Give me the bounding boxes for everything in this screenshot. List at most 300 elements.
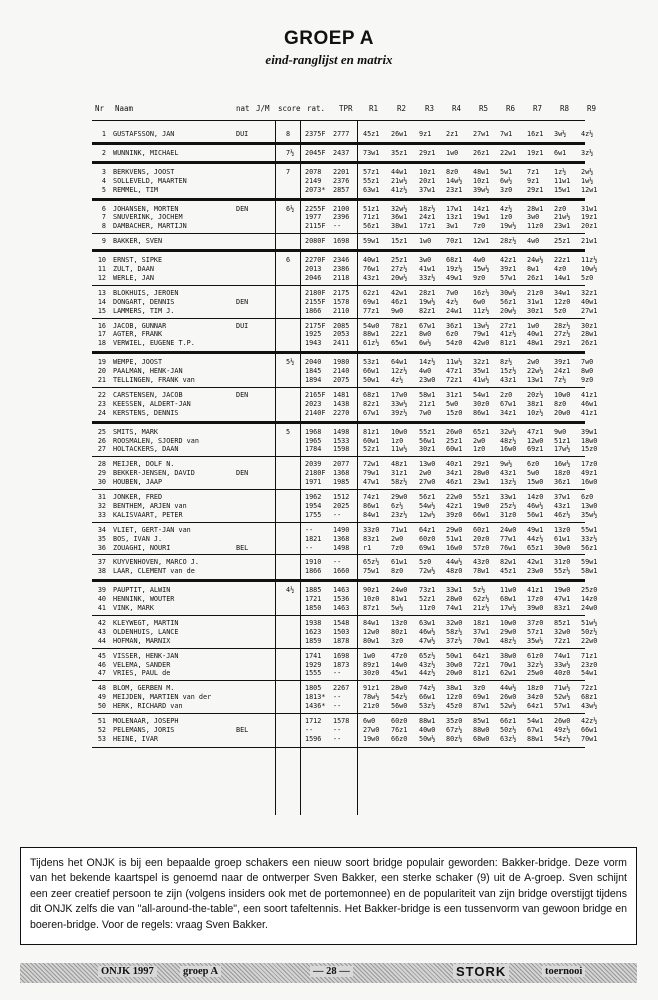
round-result: 7w0 <box>581 358 594 367</box>
round-result: 27z1 <box>500 321 517 330</box>
round-result: 46w½ <box>527 501 544 510</box>
player-tpr: 1578 <box>333 717 350 725</box>
player-tpr: 1498 <box>333 427 350 436</box>
round-result: 42w0 <box>473 339 490 348</box>
round-result: 84w1 <box>363 510 380 519</box>
rank-number: 21 <box>97 376 106 384</box>
row-divider <box>92 387 585 388</box>
round-result: 69w1 <box>419 543 436 552</box>
round-result: 39w0 <box>527 604 544 612</box>
round-result: 48z0 <box>446 567 463 576</box>
round-result: 6w1 <box>554 148 567 157</box>
rank-number: 15 <box>97 306 106 315</box>
row-divider <box>92 522 585 523</box>
round-result: 34w1 <box>554 288 571 297</box>
round-result: 54w1 <box>581 669 598 678</box>
round-result: 29z1 <box>554 339 571 348</box>
round-result: 66w1 <box>473 510 490 519</box>
player-name: BOS, IVAN J. <box>113 534 163 543</box>
round-result: 65w1 <box>391 339 408 348</box>
round-result: 39z½ <box>391 408 408 417</box>
round-result: 33z½ <box>581 534 598 543</box>
round-result: 56z1 <box>581 543 598 552</box>
round-result: 29w0 <box>391 493 408 501</box>
round-result: 7z0 <box>473 222 486 231</box>
player-tpr: 2346 <box>333 256 350 265</box>
round-result: 13w0 <box>581 501 598 510</box>
round-result: 51z1 <box>363 204 380 213</box>
round-result: 4w0 <box>527 237 540 246</box>
round-result: 30z0 <box>363 669 380 678</box>
round-result: 43z1 <box>363 273 380 282</box>
round-result: 18w0 <box>581 436 598 445</box>
round-result: 19w½ <box>419 297 436 306</box>
round-result: 10w0 <box>554 390 571 399</box>
round-result: 24w1 <box>446 306 463 315</box>
round-result: 32z1 <box>473 358 490 367</box>
round-result: 21z0 <box>363 702 380 711</box>
round-result: 31z0 <box>500 510 517 519</box>
round-result: 39w½ <box>473 185 490 194</box>
player-tpr: 1533 <box>333 436 350 445</box>
round-result: 5z½ <box>473 586 486 595</box>
round-result: 6w½ <box>500 176 513 185</box>
rank-number: 42 <box>97 618 106 627</box>
round-result: 8w0 <box>581 367 594 376</box>
round-result: 31w1 <box>527 297 544 306</box>
round-result: 66w1 <box>419 693 436 702</box>
player-rating: -- <box>305 725 314 734</box>
round-result: 21w1 <box>581 237 598 246</box>
player-rating: 1850 <box>305 604 322 612</box>
column-divider <box>300 120 301 815</box>
player-tpr: -- <box>333 734 342 743</box>
player-name: VLIET, GERT-JAN van <box>113 525 191 534</box>
player-rating: 1977 <box>305 213 322 222</box>
round-result: 88w1 <box>527 734 544 743</box>
round-result: 5z0 <box>581 273 594 282</box>
player-tpr: 2396 <box>333 213 350 222</box>
round-result: 46w½ <box>419 627 436 636</box>
player-name: ZULT, DAAN <box>113 265 154 273</box>
player-tpr: 1512 <box>333 493 350 501</box>
group-score: 8 <box>286 130 291 138</box>
round-result: 44w½ <box>446 558 463 567</box>
player-name: VELEMA, SANDER <box>113 660 171 669</box>
player-tpr: 2140 <box>333 367 350 376</box>
round-result: 24z1 <box>554 367 571 376</box>
player-name: PAALMAN, HENK-JAN <box>113 367 183 376</box>
round-result: 28w1 <box>581 330 598 339</box>
round-result: 55z1 <box>363 176 380 185</box>
note-box <box>20 847 637 945</box>
round-result: 1w½ <box>581 176 594 185</box>
player-tpr: 2411 <box>333 339 350 348</box>
round-result: 43z1 <box>554 501 571 510</box>
round-result: 22w0 <box>446 493 463 501</box>
round-result: 90z1 <box>363 586 380 595</box>
round-result: 43w½ <box>581 702 598 711</box>
round-result: 1z0 <box>500 213 513 222</box>
player-name: PAUPTIT, ALWIN <box>113 586 171 595</box>
player-name: HOLTACKERS, DAAN <box>113 445 179 454</box>
round-result: 21z0 <box>527 288 544 297</box>
round-result: 6w0 <box>363 717 376 725</box>
round-result: 14z0 <box>527 493 544 501</box>
player-tpr: 2053 <box>333 330 350 339</box>
round-result: 91z1 <box>363 684 380 693</box>
round-result: 28w0 <box>446 595 463 604</box>
round-result: 6z0 <box>527 460 540 469</box>
round-result: 66z1 <box>500 717 517 725</box>
round-result: 9z0 <box>581 376 594 384</box>
round-result: 28z½ <box>500 237 517 246</box>
round-result: 46z½ <box>554 510 571 519</box>
round-result: 61w1 <box>554 534 571 543</box>
round-result: 6w½ <box>419 339 432 348</box>
player-rating: 1971 <box>305 478 322 487</box>
player-name: ERNST, SIPKE <box>113 256 163 265</box>
round-result: 6z0 <box>446 330 459 339</box>
round-result: 68z1 <box>363 390 380 399</box>
round-result: 72z1 <box>554 636 571 645</box>
round-result: 3z0 <box>500 185 513 194</box>
round-result: 24z1 <box>419 213 436 222</box>
player-rating: 2255F <box>305 204 326 213</box>
round-result: 47w1 <box>554 595 571 604</box>
player-tpr: 2175 <box>333 288 350 297</box>
page-subtitle: eind-ranglijst en matrix <box>265 52 393 67</box>
round-result: 86w1 <box>363 501 380 510</box>
round-result: 3z0 <box>473 684 486 693</box>
round-result: 34z1 <box>500 408 517 417</box>
player-tpr: -- <box>333 669 342 678</box>
footer-group: groep A <box>180 966 221 977</box>
group-divider-thick <box>92 351 585 354</box>
round-result: 71w1 <box>391 525 408 534</box>
round-result: 74w1 <box>554 651 571 660</box>
round-result: 23w1 <box>554 222 571 231</box>
round-result: 24w0 <box>391 586 408 595</box>
round-result: 45z1 <box>363 130 380 138</box>
round-result: 14w0 <box>391 660 408 669</box>
round-result: 45w1 <box>391 669 408 678</box>
player-rating: 1962 <box>305 493 322 501</box>
round-result: 73w1 <box>363 148 380 157</box>
round-result: 16w0 <box>500 445 517 454</box>
round-result: 24w½ <box>527 256 544 265</box>
player-rating: 2078 <box>305 167 322 176</box>
round-result: 71w½ <box>554 684 571 693</box>
round-result: 20z0 <box>473 534 490 543</box>
round-result: 51w½ <box>581 618 598 627</box>
round-result: 17z0 <box>581 460 598 469</box>
player-name: HERK, RICHARD van <box>113 702 183 711</box>
round-result: 16w0 <box>446 543 463 552</box>
player-tpr: 2110 <box>333 306 350 315</box>
round-result: 25z1 <box>554 237 571 246</box>
round-result: 22w½ <box>527 367 544 376</box>
column-header-round: R7 <box>533 104 543 113</box>
round-result: 32z½ <box>527 660 544 669</box>
round-result: 35w1 <box>473 367 490 376</box>
group-score: 5 <box>286 427 291 436</box>
rank-number: 50 <box>97 702 106 711</box>
round-result: 19z1 <box>581 213 598 222</box>
round-result: 63z½ <box>500 734 517 743</box>
column-header-round: R8 <box>560 104 570 113</box>
rank-number: 2 <box>101 148 106 157</box>
player-name: HEINE, IVAR <box>113 734 159 743</box>
round-result: 25w0 <box>527 669 544 678</box>
round-result: 33w1 <box>500 493 517 501</box>
round-result: 27z½ <box>391 265 408 273</box>
player-rating: 1965 <box>305 436 322 445</box>
player-rating: 2180F <box>305 469 326 478</box>
round-result: 33z0 <box>363 525 380 534</box>
round-result: 11z0 <box>527 222 544 231</box>
round-result: 85w1 <box>473 717 490 725</box>
round-result: 5w0 <box>446 399 459 408</box>
round-result: 56z1 <box>419 493 436 501</box>
player-name: DAMBACHER, MARTIJN <box>113 222 187 231</box>
round-result: 30z1 <box>527 306 544 315</box>
footer-brand: STORK <box>453 964 509 979</box>
player-rating: 1784 <box>305 445 322 454</box>
round-result: 75w1 <box>363 567 380 576</box>
round-result: 5w0 <box>527 469 540 478</box>
rank-number: 5 <box>101 185 106 194</box>
round-result: 56w1 <box>527 510 544 519</box>
round-result: 29w0 <box>500 627 517 636</box>
rank-number: 11 <box>97 265 106 273</box>
round-result: 76w1 <box>500 543 517 552</box>
round-result: 70w1 <box>581 734 598 743</box>
player-rating: 1805 <box>305 684 322 693</box>
player-rating: 2046 <box>305 273 322 282</box>
round-result: 29z1 <box>527 185 544 194</box>
player-rating: -- <box>305 543 314 552</box>
player-name: TELLINGEN, FRANK van <box>113 376 195 384</box>
round-result: 11w½ <box>446 358 463 367</box>
round-result: 32w½ <box>500 427 517 436</box>
round-result: 23w1 <box>473 478 490 487</box>
player-tpr: 1498 <box>333 543 350 552</box>
round-result: 81z1 <box>363 427 380 436</box>
rank-number: 23 <box>97 399 106 408</box>
round-result: 48z½ <box>500 636 517 645</box>
round-result: 77z1 <box>363 306 380 315</box>
player-rating: 2270F <box>305 256 326 265</box>
round-result: 47z1 <box>446 367 463 376</box>
player-rating: 2149 <box>305 176 322 185</box>
player-tpr: 1463 <box>333 604 350 612</box>
round-result: 63w1 <box>363 185 380 194</box>
player-name: KUYVENHOVEN, MARCO J. <box>113 558 199 567</box>
round-result: 35z0 <box>446 717 463 725</box>
round-result: 26w1 <box>391 130 408 138</box>
row-divider <box>92 554 585 555</box>
group-score: 6 <box>286 256 291 265</box>
player-name: KLEYWEGT, MARTIN <box>113 618 179 627</box>
round-result: 19w1 <box>473 213 490 222</box>
player-tpr: 1698 <box>333 237 350 246</box>
round-result: 87z1 <box>363 604 380 612</box>
player-rating: 2180F <box>305 288 326 297</box>
round-result: 57w1 <box>554 702 571 711</box>
player-tpr: 1578 <box>333 297 350 306</box>
group-score: 7½ <box>286 148 295 157</box>
round-result: 84w1 <box>363 618 380 627</box>
round-result: 18z0 <box>554 469 571 478</box>
player-tpr: -- <box>333 702 342 711</box>
player-tpr: 1660 <box>333 567 350 576</box>
round-result: 44w½ <box>500 684 517 693</box>
round-result: 19z½ <box>446 265 463 273</box>
page-footer <box>20 963 637 983</box>
round-result: 46z1 <box>446 478 463 487</box>
player-name: LAMMERS, TIM J. <box>113 306 175 315</box>
round-result: 55z1 <box>473 493 490 501</box>
group-divider-thick <box>92 198 585 201</box>
round-result: 68w1 <box>500 595 517 604</box>
round-result: 39w1 <box>581 427 598 436</box>
round-result: 20w½ <box>391 273 408 282</box>
round-result: 43z0 <box>473 558 490 567</box>
round-result: 42z1 <box>446 501 463 510</box>
column-header-round: R2 <box>397 104 407 113</box>
round-result: 28w1 <box>527 204 544 213</box>
round-result: 21z1 <box>419 399 436 408</box>
player-tpr: 1438 <box>333 399 350 408</box>
rank-number: 3 <box>101 167 106 176</box>
rank-number: 35 <box>97 534 106 543</box>
round-result: 28w0 <box>473 469 490 478</box>
round-result: 14z½ <box>419 358 436 367</box>
rank-number: 36 <box>97 543 106 552</box>
round-result: 59w1 <box>363 237 380 246</box>
player-name: DONGART, DENNIS <box>113 297 175 306</box>
note-text: Tijdens het ONJK is bij een bepaalde groep schakers een nieuw soort bridge populair geworden: Bakker-bridge. Deze vorm van het bekende kaartspel is genoemd naar de ontwerper Sven Bakker, een sterke schaker (9) uit de A-groep. Sven schijnt een zeer creatief persoon te zijn (volgens insiders ook met de portemonnee) en de populariteit van zijn bridge overstijgt tijdens dit ONJK zelfs die van "all-around-the-table", een soort tafeltennis. Het Bakker-bridge is een tussenvorm van gewoon bridge en boeren-bridge. Voor de regels: vraag Sven Bakker. <box>30 857 627 931</box>
round-result: 13w½ <box>473 321 490 330</box>
round-result: 48z1 <box>391 460 408 469</box>
round-result: 30w0 <box>554 543 571 552</box>
round-result: 2w0 <box>391 534 404 543</box>
round-result: 7z½ <box>554 376 567 384</box>
round-result: 33w½ <box>391 399 408 408</box>
round-result: 9w0 <box>391 306 404 315</box>
player-name: SNUVERINK, JOCHEM <box>113 213 183 222</box>
player-tpr: 2270 <box>333 408 350 417</box>
round-result: 55w1 <box>581 525 598 534</box>
round-result: 71z1 <box>363 213 380 222</box>
round-result: 7w0 <box>446 288 459 297</box>
round-result: 7z0 <box>391 543 404 552</box>
round-result: 5w½ <box>391 604 404 612</box>
group-score: 6½ <box>286 204 295 213</box>
player-rating: 1885 <box>305 586 322 595</box>
player-rating: 2140F <box>305 408 326 417</box>
round-result: 4z½ <box>391 376 404 384</box>
round-result: 30w0 <box>446 660 463 669</box>
round-result: 2w0 <box>527 358 540 367</box>
round-result: 61w1 <box>391 558 408 567</box>
round-result: 16w½ <box>554 460 571 469</box>
round-result: 64w1 <box>391 358 408 367</box>
round-result: 9z1 <box>527 176 540 185</box>
round-result: 18z1 <box>473 618 490 627</box>
round-result: 48w1 <box>527 339 544 348</box>
round-result: 22z1 <box>554 256 571 265</box>
round-result: 77w1 <box>500 534 517 543</box>
round-result: 27w1 <box>581 306 598 315</box>
round-result: 67z½ <box>446 725 463 734</box>
player-name: REMMEL, TIM <box>113 185 159 194</box>
round-result: 34z1 <box>446 469 463 478</box>
player-name: HENNINK, WOUTER <box>113 595 175 604</box>
player-rating: -- <box>305 525 314 534</box>
round-result: 22w0 <box>581 636 598 645</box>
rank-number: 52 <box>97 725 106 734</box>
round-result: 83z1 <box>363 534 380 543</box>
round-result: 72z1 <box>581 684 598 693</box>
round-result: 54w0 <box>363 321 380 330</box>
rank-number: 45 <box>97 651 106 660</box>
round-result: 50z½ <box>581 627 598 636</box>
column-header-round: R6 <box>506 104 516 113</box>
player-tpr: -- <box>333 558 342 567</box>
rank-number: 20 <box>97 367 106 376</box>
round-result: 2w0 <box>473 436 486 445</box>
player-name: WERLE, JAN <box>113 273 154 282</box>
row-divider <box>92 747 585 748</box>
player-rating: 1894 <box>305 376 322 384</box>
player-name: BENTHEM, ARJEN van <box>113 501 187 510</box>
player-rating: 1954 <box>305 501 322 510</box>
round-result: 9w½ <box>500 460 513 469</box>
round-result: 78w½ <box>363 693 380 702</box>
round-result: 50w1 <box>446 651 463 660</box>
round-result: 33z½ <box>419 273 436 282</box>
round-result: 36z1 <box>554 478 571 487</box>
round-result: 19w0 <box>363 734 380 743</box>
round-result: 39z0 <box>446 510 463 519</box>
round-result: 3w0 <box>527 213 540 222</box>
column-divider <box>357 120 358 815</box>
round-result: 60w1 <box>446 445 463 454</box>
player-rating: 2040 <box>305 358 322 367</box>
round-result: 58w1 <box>581 567 598 576</box>
player-name: PELEMANS, JORIS <box>113 725 175 734</box>
round-result: 10w0 <box>500 618 517 627</box>
rank-number: 12 <box>97 273 106 282</box>
player-tpr: 2201 <box>333 167 350 176</box>
round-result: 1w0 <box>419 237 432 246</box>
round-result: 62z½ <box>473 595 490 604</box>
player-name: KERSTENS, DENNIS <box>113 408 179 417</box>
column-header-tpr: TPR <box>339 104 353 113</box>
round-result: 54z½ <box>391 693 408 702</box>
player-rating: 1555 <box>305 669 322 678</box>
player-tpr: 2025 <box>333 501 350 510</box>
player-tpr: 1980 <box>333 358 350 367</box>
round-result: 57z1 <box>527 627 544 636</box>
round-result: 5z0 <box>419 558 432 567</box>
row-divider <box>92 456 585 457</box>
player-tpr: -- <box>333 510 342 519</box>
rank-number: 1 <box>101 130 106 138</box>
rank-number: 25 <box>97 427 106 436</box>
